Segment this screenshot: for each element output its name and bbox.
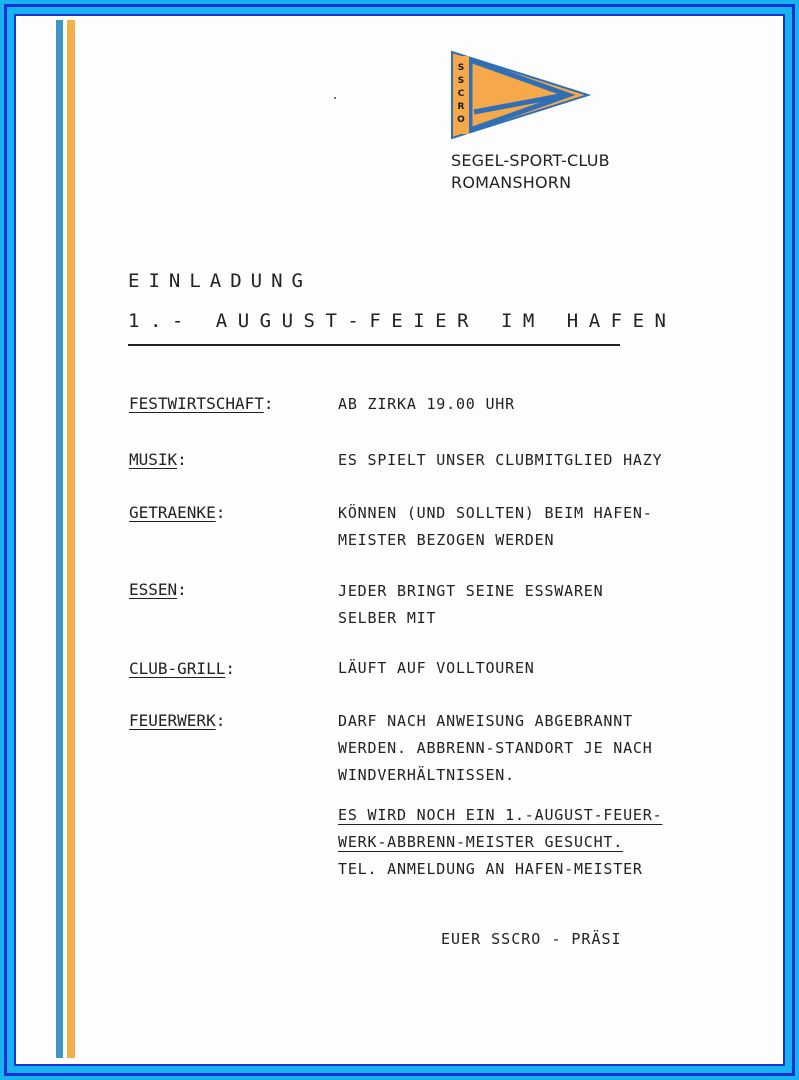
heading-invitation: EINLADUNG <box>128 270 312 292</box>
value-club-grill: LÄUFT AUF VOLLTOUREN <box>338 659 535 677</box>
orange-stripe <box>67 20 75 1058</box>
notice-line-2: WERK-ABBRENN-MEISTER GESUCHT. <box>338 833 624 851</box>
pennant-logo-icon <box>450 50 592 142</box>
label-club-grill: CLUB-GRILL: <box>129 659 235 678</box>
svg-text:SSCRO: S S C R O <box>457 63 465 125</box>
club-name <box>451 150 610 194</box>
label-essen: ESSEN: <box>129 580 187 599</box>
label-musik: MUSIK: <box>129 450 187 469</box>
label-getraenke: GETRAENKE: <box>129 503 226 522</box>
label-feuerwerk: FEUERWERK: <box>129 711 226 730</box>
value-feuerwerk: DARF NACH ANWEISUNG ABGEBRANNT WERDEN. ABBRENN-STANDORT JE NACH WINDVERHÄLTNISSEN. <box>338 712 653 784</box>
value-getraenke: KÖNNEN (UND SOLLTEN) BEIM HAFEN- MEISTER BEZOGEN WERDEN <box>338 504 653 549</box>
value-festwirtschaft: AB ZIRKA 19.00 UHR <box>338 395 515 413</box>
title-underline <box>128 344 620 346</box>
blue-stripe <box>56 20 63 1058</box>
club-logo <box>450 50 592 146</box>
notice-block <box>338 802 662 883</box>
notice-line-3: TEL. ANMELDUNG AN HAFEN-MEISTER <box>338 860 643 878</box>
value-musik: ES SPIELT UNSER CLUBMITGLIED HAZY <box>338 451 663 469</box>
club-name-line2: ROMANSHORN <box>451 173 572 192</box>
paper-speck <box>334 97 336 99</box>
heading-event: 1.- AUGUST-FEIER IM HAFEN <box>128 310 677 332</box>
value-essen: JEDER BRINGT SEINE ESSWAREN SELBER MIT <box>338 582 604 627</box>
label-festwirtschaft: FESTWIRTSCHAFT: <box>129 394 274 413</box>
signature: EUER SSCRO - PRÄSI <box>441 930 622 948</box>
notice-line-1: ES WIRD NOCH EIN 1.-AUGUST-FEUER- <box>338 806 663 824</box>
club-name-line1: SEGEL-SPORT-CLUB <box>451 151 610 170</box>
